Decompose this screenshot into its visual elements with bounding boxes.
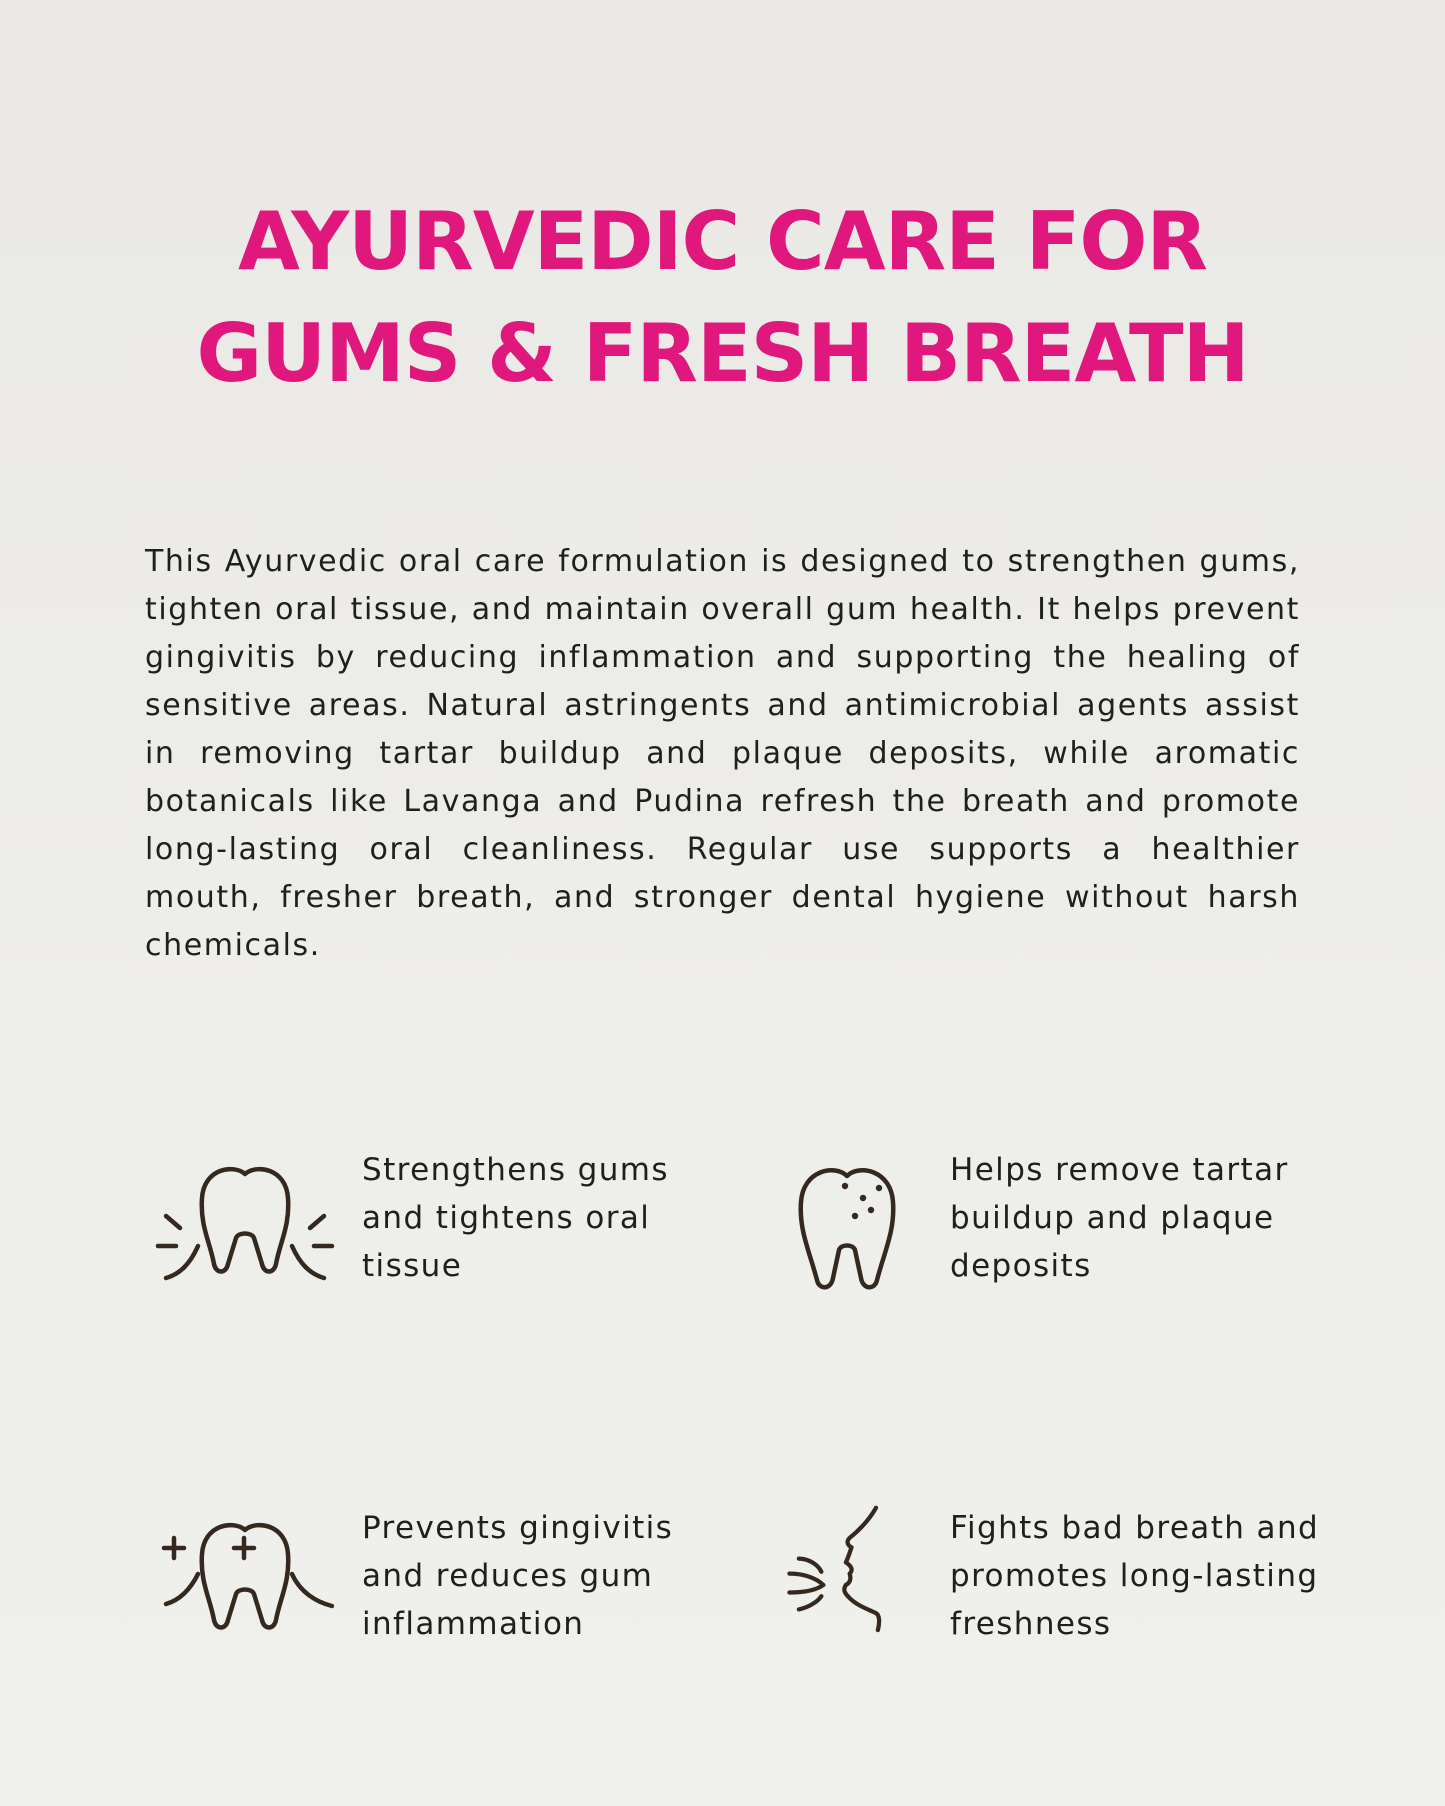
feature-removes-tartar [765, 1146, 1325, 1316]
feature-text: Strengthens gums and tightens oral tissue [362, 1152, 669, 1284]
feature-fights-bad-breath [765, 1504, 1325, 1674]
feature-strengthens-gums [150, 1146, 710, 1316]
title-line-2: GUMS & FRESH BREATH [196, 307, 1249, 400]
title-line-1: AYURVEDIC CARE FOR [237, 195, 1208, 288]
page-title [0, 186, 1445, 410]
intro-paragraph: This Ayurvedic oral care formulation is designed to strengthen gums, tighten oral tissue, and maintain overall gum health. It helps prevent gingivitis by reducing inflammation and supporting the healing of sensitive areas. Natural astringents and antimicrobial agents assist in removing tartar buildup and plaque deposits, while aromatic botanicals like Lavanga and Pudina refresh the breath and promote long-lasting oral cleanliness. Regular use supports a healthier mouth, fresher breath, and stronger dental hygiene without harsh chemicals. [145, 544, 1300, 963]
feature-prevents-gingivitis [150, 1504, 710, 1674]
feature-text: Helps remove tartar buildup and plaque deposits [950, 1152, 1289, 1284]
breath-face-icon [765, 1504, 955, 1664]
feature-text: Prevents gingivitis and reduces gum inflammation [362, 1510, 674, 1642]
tooth-healing-icon [150, 1504, 340, 1664]
tooth-gum-strength-icon [150, 1146, 340, 1306]
tooth-plaque-icon [765, 1146, 955, 1306]
feature-text: Fights bad breath and promotes long-lasting freshness [950, 1510, 1320, 1642]
